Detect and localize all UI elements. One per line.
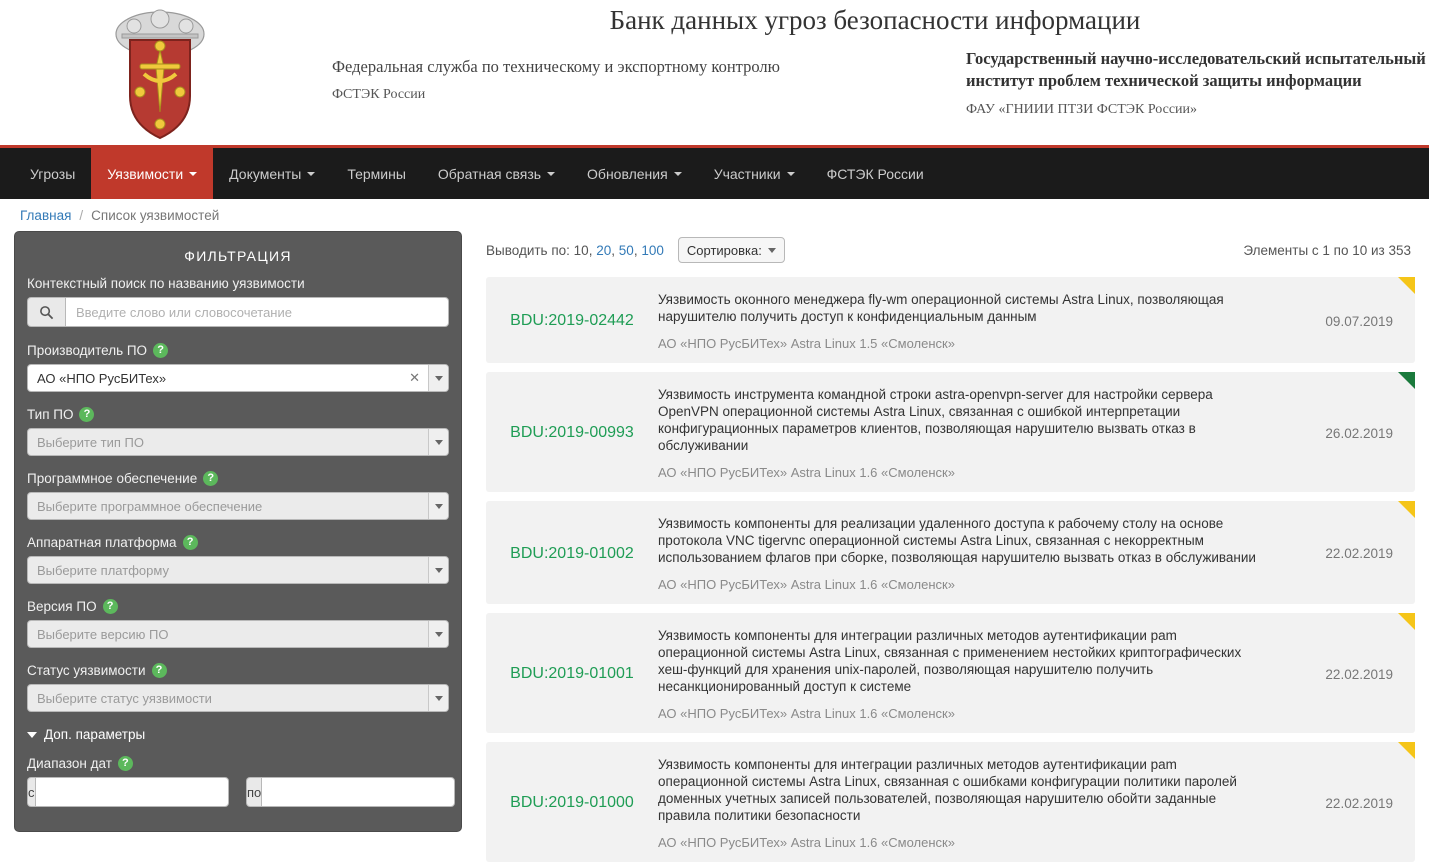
select-vulnerability-status-value: Выберите статус уязвимости [37,690,212,706]
results-count: Элементы с 1 по 10 из 353 [1243,242,1411,258]
date-to-group [246,777,446,807]
select-software-value: Выберите программное обеспечение [37,498,263,514]
select-software-version-value: Выберите версию ПО [37,626,169,642]
vulnerability-vendor: АО «НПО РусБИТех» Astra Linux 1.5 «Смоленск» [658,336,955,351]
nav-item-updates[interactable] [571,148,698,199]
select-software[interactable] [27,492,449,520]
vulnerability-title: Уязвимость инструмента командной строки astra-openvpn-server для настройки сервера OpenVPN операционной системы Astra Linux, связанная с ошибкой интерпретации конфигурационных параметров клиентов, позволяющая нарушителю вызвать отказ в обслуживании [658,387,1213,453]
label-text: Статус уязвимости [27,663,146,678]
vulnerability-info [658,756,1277,850]
chevron-down-icon[interactable] [428,685,448,711]
status-corner-icon [1398,372,1415,389]
search-group [27,297,449,327]
vulnerability-title: Уязвимость оконного менеджера fly-wm операционной системы Astra Linux, позволяющая нарушителю получить доступ к конфиденциальным данным [658,292,1224,324]
label-date-range [27,756,449,771]
date-from-input[interactable] [35,777,229,807]
org-block-fstec [332,56,932,103]
nav-item-threats[interactable] [14,148,91,199]
nav-item-vulnerabilities[interactable] [91,148,213,199]
coat-of-arms-icon [100,4,220,144]
search-label [27,276,449,291]
chevron-down-icon [27,732,37,738]
chevron-down-icon [189,172,197,176]
vulnerability-id[interactable]: BDU:2019-01000 [510,794,634,811]
nav-item-participants[interactable] [698,148,811,199]
chevron-down-icon[interactable] [428,429,448,455]
main-navigation [0,148,1429,199]
table-row[interactable] [486,372,1415,492]
help-icon[interactable]: ? [203,471,218,486]
results-panel [486,231,1415,850]
vulnerability-vendor: АО «НПО РусБИТех» Astra Linux 1.6 «Смоленск» [658,465,955,480]
table-row[interactable] [486,742,1415,862]
help-icon[interactable]: ? [153,343,168,358]
per-page-option-20[interactable]: 20 [596,242,612,258]
per-page-option-100[interactable]: 100 [641,242,664,258]
filter-panel-title: ФИЛЬТРАЦИЯ [184,248,292,264]
chevron-down-icon [787,172,795,176]
nav-item-fstec[interactable] [811,148,940,199]
vulnerability-info [658,291,1277,351]
comma-1: , [588,242,593,258]
date-range-group [27,777,449,807]
vulnerability-id[interactable]: BDU:2019-02442 [510,312,634,329]
vulnerability-date: 22.02.2019 [1325,795,1393,811]
label-text: Версия ПО [27,599,97,614]
status-corner-icon [1398,613,1415,630]
page-header [0,0,1429,148]
search-input[interactable] [65,297,449,327]
org-fstec-abbr: ФСТЭК России [332,87,426,102]
per-page-option-50[interactable]: 50 [618,242,634,258]
chevron-down-icon [547,172,555,176]
breadcrumb-current: Список уязвимостей [91,207,220,223]
search-icon[interactable] [27,297,65,327]
org-institute-name: Государственный научно-исследовательский испытательный институт проблем технической защиты информации [966,49,1426,90]
comma-2: , [611,242,616,258]
vulnerability-info [658,386,1277,480]
status-corner-icon [1398,501,1415,518]
help-icon[interactable]: ? [118,756,133,771]
table-row[interactable] [486,613,1415,733]
chevron-down-icon[interactable] [428,493,448,519]
vulnerability-vendor: АО «НПО РусБИТех» Astra Linux 1.6 «Смоленск» [658,577,955,592]
vulnerability-date: 26.02.2019 [1325,425,1393,441]
label-software-version [27,599,449,614]
label-text: Программное обеспечение [27,471,198,486]
vulnerability-title: Уязвимость компоненты для интеграции различных методов аутентификации pam операционной системы Astra Linux, связанная с применением нестойких криптографических хеш-функций для хранения unix-паролей, позволяющая нарушителю получить несанкционированный доступ к системе [658,628,1242,694]
label-hardware-platform [27,535,449,550]
vulnerability-list [486,277,1415,862]
breadcrumb-separator: / [79,207,84,223]
nav-label: Уязвимости [107,165,184,182]
select-software-version[interactable] [27,620,449,648]
label-text: Диапазон дат [27,756,112,771]
vulnerability-vendor: АО «НПО РусБИТех» Astra Linux 1.6 «Смоленск» [658,706,955,721]
date-from-group [27,777,227,807]
help-icon[interactable]: ? [152,663,167,678]
nav-item-terms[interactable] [331,148,422,199]
label-text: Производитель ПО [27,343,148,358]
page-title: Банк данных угроз безопасности информации [609,5,1141,35]
label-software [27,471,449,486]
status-corner-icon [1398,742,1415,759]
sort-label: Сортировка: [686,242,762,258]
label-vendor [27,343,449,358]
nav-label: Документы [229,165,302,182]
label-text: Аппаратная платформа [27,535,177,550]
nav-item-documents[interactable] [213,148,331,199]
vulnerability-info [658,627,1277,721]
help-icon[interactable]: ? [79,407,94,422]
org-institute-abbr: ФАУ «ГНИИИ ПТЗИ ФСТЭК России» [966,102,1198,117]
vulnerability-vendor: АО «НПО РусБИТех» Astra Linux 1.6 «Смоленск» [658,835,955,850]
per-page-option-10[interactable]: 10 [573,242,589,258]
breadcrumb-home[interactable]: Главная [20,207,72,223]
results-toolbar [486,235,1415,265]
table-row[interactable] [486,501,1415,604]
vulnerability-info [658,515,1277,592]
help-icon[interactable]: ? [103,599,118,614]
extra-params-label: Доп. параметры [44,727,146,742]
chevron-down-icon[interactable] [428,557,448,583]
select-software-type[interactable] [27,428,449,456]
select-hardware-platform-value: Выберите платформу [37,562,169,578]
date-from-addon: с [27,777,35,807]
main-content [0,231,1429,850]
vulnerability-date: 22.02.2019 [1325,666,1393,682]
org-block-institute [966,48,1436,118]
nav-label: Термины [347,165,406,182]
date-to-addon: по [246,777,261,807]
chevron-down-icon [768,248,776,253]
nav-label: ФСТЭК России [826,165,924,182]
select-hardware-platform[interactable] [27,556,449,584]
chevron-down-icon[interactable] [428,365,448,391]
sort-select[interactable] [678,237,785,263]
table-row[interactable] [486,277,1415,363]
vulnerability-title: Уязвимость компоненты для интеграции различных методов аутентификации pam операционной системы Astra Linux, связанная с ошибками конфигурации политики паролей доменных учетных записей пользователей, позволяющая нарушителю обойти заданные правила политики безопасности [658,757,1237,823]
date-to-input[interactable] [261,777,455,807]
search-label-text: Контекстный поиск по названию уязвимости [27,276,305,291]
vulnerability-title: Уязвимость компоненты для реализации удаленного доступа к рабочему столу на основе протокола VNC tigervnc операционной системы Astra Linux, связанная с некорректным использованием флагов при сборке, позволяющая нарушителю вызвать отказ в обслуживании [658,516,1256,565]
per-page-selector [486,243,664,258]
help-icon[interactable]: ? [183,535,198,550]
vulnerability-date: 09.07.2019 [1325,313,1393,329]
select-vendor[interactable] [27,364,449,392]
nav-item-feedback[interactable] [422,148,571,199]
vulnerability-id[interactable]: BDU:2019-01002 [510,544,634,562]
chevron-down-icon [674,172,682,176]
nav-label: Обновления [587,165,668,182]
chevron-down-icon [307,172,315,176]
label-text: Тип ПО [27,407,74,422]
label-software-type [27,407,449,422]
nav-label: Участники [713,165,781,182]
select-software-type-value: Выберите тип ПО [37,434,145,450]
vulnerability-id[interactable]: BDU:2019-01001 [510,665,634,682]
vulnerability-date: 22.02.2019 [1325,546,1393,561]
select-vulnerability-status[interactable] [27,684,449,712]
chevron-down-icon[interactable] [428,621,448,647]
nav-label: Обратная связь [437,165,542,182]
extra-params-toggle[interactable] [27,727,449,742]
breadcrumb [0,199,1429,231]
comma-3: , [633,242,638,258]
vulnerability-id[interactable]: BDU:2019-00993 [510,424,634,441]
nav-label: Угрозы [30,165,76,182]
select-vendor-value: АО «НПО РусБИТех» [37,370,167,386]
clear-icon[interactable]: ✕ [409,370,420,385]
status-corner-icon [1398,277,1415,294]
filter-panel [14,231,462,832]
per-page-label: Выводить по: [486,242,570,258]
label-vulnerability-status [27,663,449,678]
org-fstec-name: Федеральная служба по техническому и экспортному контролю [332,57,780,76]
